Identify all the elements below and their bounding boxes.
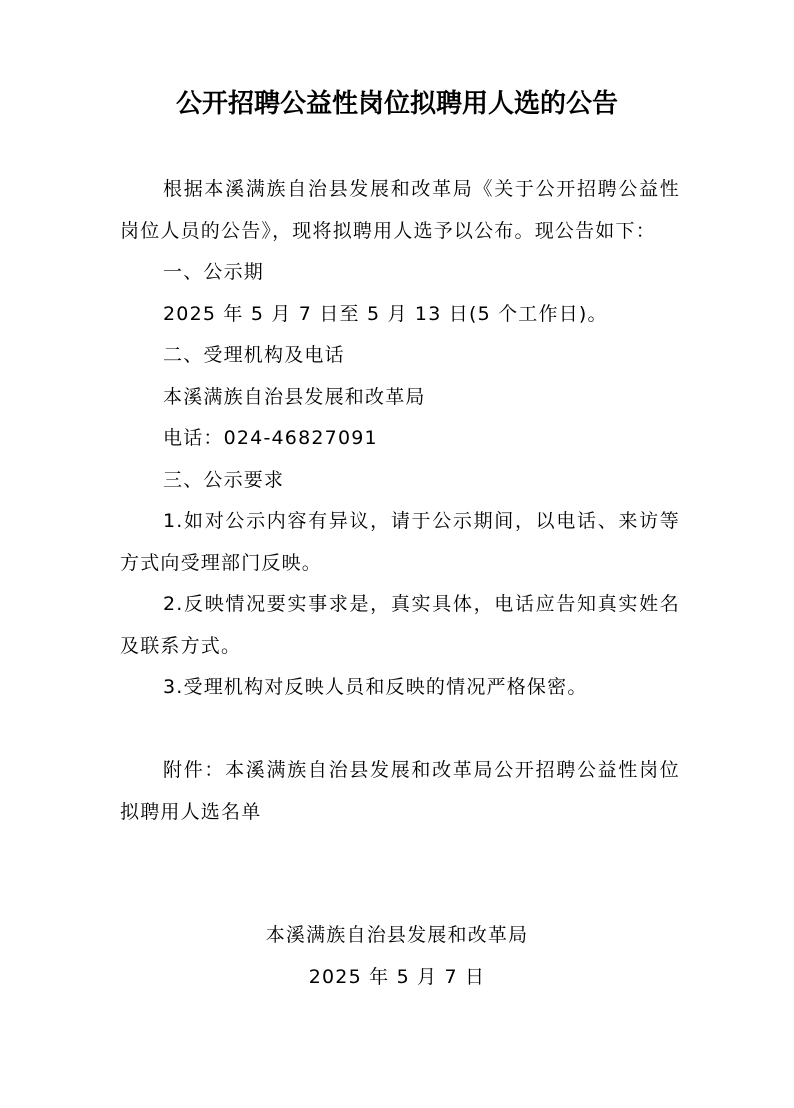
document-body: [120, 169, 680, 833]
requirement-1: 1.如对公示内容有异议，请于公示期间，以电话、来访等方式向受理部门反映。: [120, 510, 680, 574]
attachment-note: 附件：本溪满族自治县发展和改革局公开招聘公益性岗位拟聘用人选名单: [120, 759, 680, 823]
requirement-3: 3.受理机构对反映人员和反映的情况严格保密。: [163, 676, 588, 698]
section2-phone: 电话：024-46827091: [163, 427, 378, 449]
section1-heading: 一、公示期: [163, 261, 265, 283]
document-title: 公开招聘公益性岗位拟聘用人选的公告: [175, 89, 618, 119]
section3-heading: 三、公示要求: [163, 468, 285, 491]
intro-paragraph: 根据本溪满族自治县发展和改革局《关于公开招聘公益性岗位人员的公告》，现将拟聘用人选予以公布。现公告如下：: [120, 178, 680, 242]
blank-line: [120, 709, 680, 751]
section1-text: 2025 年 5 月 7 日至 5 月 13 日(5 个工作日)。: [163, 302, 608, 325]
signature-org: 本溪满族自治县发展和改革局: [265, 924, 529, 946]
requirement-2: 2.反映情况要实事求是，真实具体，电话应告知真实姓名及联系方式。: [120, 593, 680, 657]
section2-heading: 二、受理机构及电话: [163, 344, 345, 366]
section2-org: 本溪满族自治县发展和改革局: [163, 385, 426, 408]
signature-date: 2025 年 5 月 7 日: [308, 965, 486, 988]
signature-block: [0, 915, 794, 998]
